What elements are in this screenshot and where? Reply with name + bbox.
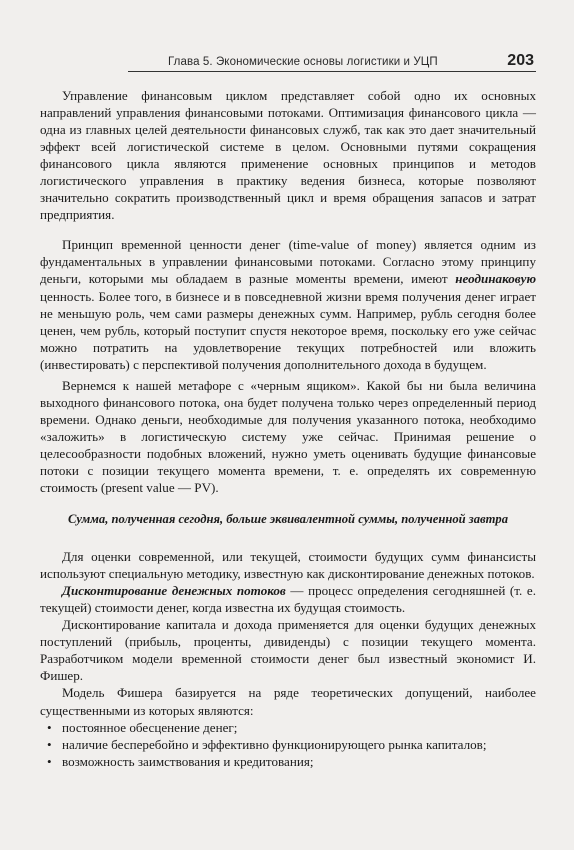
definition-term: Дисконтирование денежных потоков <box>62 583 286 599</box>
assumptions-list <box>40 719 536 770</box>
bullet-icon: • <box>47 719 52 735</box>
paragraph-6: Дисконтирование капитала и дохода применяется для оценки будущих денежных поступлений (прибыль, проценты, дивиденды) с позиции текущего момента. Разработчиком модели временной стоимости денег был известный экономист И. Фишер. <box>40 617 536 684</box>
definition-text: — процесс определения сегодняшней (т. е. текущей) стоимости денег, когда известна их будущая стоимость. <box>40 583 536 616</box>
paragraph-3: Вернемся к нашей метафоре с «черным ящиком». Какой бы ни была величина выходного финансового потока, она будет получена только через определенный период времени. Однако деньги, необходимые для получения указанного потока, необходимо «заложить» в логистическую систему уже сейчас. Принимая решение о целесообразности подобных вложений, нужно уметь оценивать будущие финансовые потоки с позиции текущего момента времени, т. е. определять их современную стоимость (present value — PV). <box>40 377 536 496</box>
paragraph-4: Для оценки современной, или текущей, стоимости будущих сумм финансисты используют специальную методику, известную как дисконтирование денежных потоков. <box>40 549 536 582</box>
list-item <box>40 719 536 736</box>
list-item <box>40 753 536 770</box>
paragraph-5 <box>40 582 536 616</box>
list-item-text: возможность заимствования и кредитования; <box>62 753 314 769</box>
paragraph-2-end: ценность. Более того, в бизнесе и в повседневной жизни время получения денег играет не меньшую роль, чем сами размеры денежных сумм. Например, рубль сегодня более ценен, чем рубль, который поступит спустя некоторое время, поскольку его уже сейчас можно потратить на удовлетворение текущих потребностей или вложить (инвестировать) с перспективой получения дополнительного дохода в будущем. <box>40 288 536 372</box>
list-item-text: наличие бесперебойно и эффективно функционирующего рынка капиталов; <box>62 736 487 752</box>
bullet-icon: • <box>47 753 52 769</box>
emphasized-term: неодинаковую <box>455 271 536 287</box>
header-rule <box>128 71 536 72</box>
body-text <box>40 87 536 770</box>
running-header <box>40 48 536 72</box>
chapter-title: Глава 5. Экономические основы логистики и УЦП <box>168 56 438 68</box>
page-number: 203 <box>507 52 534 69</box>
paragraph-7: Модель Фишера базируется на ряде теоретических допущений, наиболее существенными из которых являются: <box>40 685 536 718</box>
paragraph-2 <box>40 236 536 372</box>
list-item-text: постоянное обесценение денег; <box>62 719 238 735</box>
list-item <box>40 736 536 753</box>
paragraph-1: Управление финансовым циклом представляет собой одно их основных направлений управления финансовыми потоками. Оптимизация финансового цикла — одна из главных целей деятельности финансовых служб, так как это дает значительный эффект всей логистической системе в целом. Основными путями сокращения финансового цикла являются применение основных принципов и методов логистического управления в практику ведения бизнеса, которые позволяют значительно сократить производственный цикл и время обращения запасов и затрат предприятия. <box>40 88 536 223</box>
bullet-icon: • <box>47 736 52 752</box>
paragraph-2-start: Принцип временной ценности денег (time-value of money) является одним из фундаментальных в управлении финансовыми потоками. Согласно этому принципу деньги, которыми мы обладаем в разные моменты времени, имеют <box>40 237 536 287</box>
section-subheading: Сумма, полученная сегодня, больше эквивалентной суммы, полученной завтра <box>67 512 509 527</box>
